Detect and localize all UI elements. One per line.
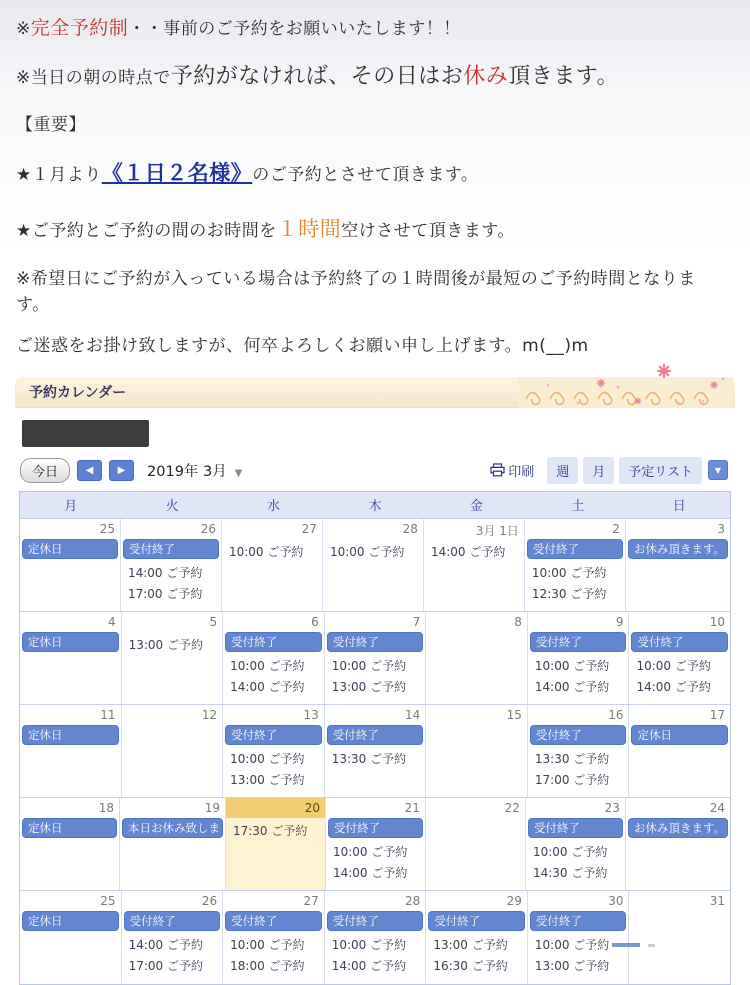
notice-highlight-red: 休み xyxy=(463,63,509,89)
event-item[interactable]: 14:30 ご予約 xyxy=(532,865,608,880)
notice-line-7 xyxy=(16,334,734,360)
event-item[interactable]: 14:00 ご予約 xyxy=(636,679,711,694)
calendar-weeks xyxy=(20,519,730,984)
tab-week[interactable]: 週 xyxy=(547,457,578,484)
calendar-grid xyxy=(19,491,731,985)
status-badge[interactable]: 受付終了 xyxy=(527,539,623,559)
calendar-cell[interactable] xyxy=(326,798,426,890)
status-badge[interactable]: お休み頂きます。 xyxy=(628,818,728,838)
reservation-calendar xyxy=(15,377,735,985)
notice-text: ※希望日にご予約が入っている場合は予約終了の１時間後が最短のご予約時間となります。 xyxy=(16,269,696,315)
date-number: 12 xyxy=(201,707,218,722)
printer-icon xyxy=(490,463,505,477)
notice-line-2 xyxy=(16,60,734,93)
calendar-cell[interactable] xyxy=(629,612,730,704)
event-item[interactable]: 14:00 ご予約 xyxy=(128,937,203,952)
event-item[interactable]: 13:30 ご予約 xyxy=(534,751,610,766)
calendar-cell[interactable] xyxy=(20,612,122,704)
notice-text: ★１月より xyxy=(16,165,102,185)
date-number: 8 xyxy=(514,614,522,629)
date-number: 3 xyxy=(717,521,725,536)
calendar-cell[interactable] xyxy=(528,891,630,984)
status-badge[interactable]: 定休日 xyxy=(22,539,118,559)
chevron-right-icon: ▶ xyxy=(117,464,126,476)
status-badge[interactable]: 受付終了 xyxy=(528,818,623,838)
status-badge[interactable]: 定休日 xyxy=(631,725,728,745)
date-number: 29 xyxy=(506,893,522,908)
notice-line-4 xyxy=(16,158,734,190)
week-row xyxy=(20,705,730,798)
event-item[interactable]: 13:30 ご予約 xyxy=(331,751,407,766)
event-item[interactable]: 10:00 ご予約 xyxy=(534,658,610,673)
calendar-cell[interactable] xyxy=(122,891,224,984)
floral-decoration-icon xyxy=(518,363,733,411)
calendar-cell[interactable] xyxy=(629,705,730,797)
print-button[interactable] xyxy=(490,461,534,480)
status-badge[interactable]: 受付終了 xyxy=(327,632,424,652)
date-number: 25 xyxy=(100,893,116,908)
notice-highlight-orange: １時間 xyxy=(276,216,342,241)
date-number: 6 xyxy=(311,614,319,629)
event-item[interactable]: 14:00 ご予約 xyxy=(430,544,506,559)
cutoff-footer-control xyxy=(612,943,640,947)
tab-agenda-list[interactable]: 予定リスト xyxy=(619,457,702,484)
status-badge[interactable]: 受付終了 xyxy=(124,911,221,931)
status-badge[interactable]: 定休日 xyxy=(22,911,119,931)
calendar-cell[interactable] xyxy=(20,705,122,797)
notice-text: ※当日の朝の時点で xyxy=(16,67,171,88)
event-item[interactable]: 10:00 ご予約 xyxy=(636,658,711,673)
notice-text: ★ご予約とご予約の間のお時間を xyxy=(16,220,277,241)
notice-text: ご迷惑をお掛け致しますが、何卒よろしくお願い申し上げます。m(__)m xyxy=(16,336,589,356)
date-number: 9 xyxy=(615,614,624,629)
weekday-label: 土 xyxy=(571,498,585,514)
event-item[interactable]: 14:00 ご予約 xyxy=(230,679,305,694)
status-badge[interactable]: 受付終了 xyxy=(327,725,424,745)
event-item[interactable]: 13:00 ご予約 xyxy=(128,637,203,652)
date-number: 23 xyxy=(604,800,620,815)
status-badge[interactable]: 受付終了 xyxy=(530,725,627,745)
event-item[interactable]: 10:00 ご予約 xyxy=(230,751,305,766)
event-item[interactable]: 10:00 ご予約 xyxy=(532,844,608,859)
calendar-cell[interactable] xyxy=(629,891,730,984)
date-number: 15 xyxy=(506,707,522,722)
calendar-cell[interactable] xyxy=(526,798,626,890)
date-number: 3月 1日 xyxy=(475,523,519,538)
capacity-link[interactable]: 《１日２名様》 xyxy=(101,161,253,185)
week-row xyxy=(20,519,730,612)
date-number: 24 xyxy=(709,800,726,815)
status-badge[interactable]: 定休日 xyxy=(22,632,119,652)
week-row xyxy=(20,891,730,984)
notice-text-large: 頂きます。 xyxy=(508,63,620,89)
weekday-label: 日 xyxy=(672,498,686,514)
event-item[interactable]: 13:00 ご予約 xyxy=(433,937,508,952)
weekday-label: 金 xyxy=(469,498,483,514)
calendar-cell[interactable] xyxy=(528,612,630,704)
date-number: 27 xyxy=(301,521,317,536)
calendar-cell-today[interactable] xyxy=(226,798,326,890)
weekday-label: 木 xyxy=(368,498,382,514)
date-number: 4 xyxy=(107,614,116,629)
week-row xyxy=(20,612,730,705)
weekday-label: 月 xyxy=(64,498,78,514)
calendar-cell[interactable] xyxy=(525,519,626,611)
event-item[interactable]: 10:00 ご予約 xyxy=(534,937,610,952)
notice-text-large: 予約がなければ、その日はお xyxy=(170,63,464,89)
status-badge[interactable]: 受付終了 xyxy=(428,911,525,931)
calendar-cell[interactable] xyxy=(426,798,526,890)
calendar-cell[interactable] xyxy=(426,612,528,704)
status-badge[interactable]: 受付終了 xyxy=(631,632,728,652)
notice-text: ※ xyxy=(16,19,31,39)
date-number: 25 xyxy=(99,521,115,536)
status-badge[interactable]: 受付終了 xyxy=(530,911,627,931)
calendar-cell[interactable] xyxy=(323,519,424,611)
event-item[interactable]: 10:00 ご予約 xyxy=(331,658,407,673)
event-item[interactable]: 17:00 ご予約 xyxy=(127,586,203,601)
status-badge[interactable]: 定休日 xyxy=(22,818,117,838)
status-badge[interactable]: 受付終了 xyxy=(225,632,322,652)
date-number: 7 xyxy=(412,614,421,629)
chevron-left-icon: ◀ xyxy=(85,464,94,476)
calendar-header xyxy=(15,377,735,408)
print-label: 印刷 xyxy=(508,464,535,480)
cutoff-footer-caret xyxy=(648,944,655,947)
week-row xyxy=(20,798,730,891)
calendar-toolbar xyxy=(18,457,732,491)
chevron-down-icon: ▼ xyxy=(714,465,722,475)
event-item[interactable]: 13:00 ご予約 xyxy=(534,958,610,973)
calendar-cell[interactable] xyxy=(528,705,630,797)
date-number: 26 xyxy=(200,521,216,536)
next-month-button[interactable] xyxy=(109,460,134,481)
date-number: 21 xyxy=(404,800,420,815)
month-label: 2019年 3月 xyxy=(147,463,227,480)
weekday-label: 水 xyxy=(267,498,281,514)
event-item[interactable]: 17:00 ご予約 xyxy=(534,772,610,787)
notice-line-1 xyxy=(16,14,734,43)
event-item[interactable]: 14:00 ご予約 xyxy=(534,679,610,694)
date-number: 22 xyxy=(504,800,520,815)
calendar-cell[interactable] xyxy=(20,798,120,890)
event-item[interactable]: 12:30 ご予約 xyxy=(531,586,607,601)
event-item[interactable]: 10:00 ご予約 xyxy=(329,544,405,559)
date-number: 10 xyxy=(709,614,726,629)
calendar-title: 予約カレンダー xyxy=(29,384,127,401)
event-item[interactable]: 10:00 ご予約 xyxy=(332,844,408,859)
date-number: 30 xyxy=(608,893,624,908)
redacted-name-bar xyxy=(22,420,149,447)
calendar-cell[interactable] xyxy=(120,798,226,890)
event-item[interactable]: 17:30 ご予約 xyxy=(232,823,308,838)
notice-text: 【重要】 xyxy=(16,114,86,135)
weekday-label: 火 xyxy=(165,498,179,514)
calendar-cell[interactable] xyxy=(325,705,427,797)
date-number: 11 xyxy=(100,707,116,722)
date-number: 5 xyxy=(209,614,218,629)
event-item[interactable]: 14:00 ご予約 xyxy=(331,958,407,973)
status-badge[interactable]: 受付終了 xyxy=(123,539,219,559)
date-number: 28 xyxy=(402,521,418,536)
status-badge[interactable]: 本日お休み致しま xyxy=(122,818,223,838)
calendar-cell[interactable] xyxy=(122,705,224,797)
date-number: 27 xyxy=(303,893,319,908)
event-item[interactable]: 10:00 ご予約 xyxy=(230,937,305,952)
month-selector[interactable] xyxy=(147,460,242,481)
status-badge[interactable]: お休み頂きます。 xyxy=(628,539,728,559)
calendar-cell[interactable] xyxy=(223,612,325,704)
prev-month-button[interactable] xyxy=(77,460,102,481)
date-number: 16 xyxy=(608,707,624,722)
date-number: 14 xyxy=(405,707,421,722)
event-item[interactable]: 18:00 ご予約 xyxy=(230,958,305,973)
event-item[interactable]: 14:00 ご予約 xyxy=(127,565,203,580)
notice-text: のご予約とさせて頂きます。 xyxy=(252,165,479,185)
status-badge[interactable]: 受付終了 xyxy=(225,911,322,931)
event-item[interactable]: 14:00 ご予約 xyxy=(332,865,408,880)
notice-text: ・・事前のご予約をお願いいたします！！ xyxy=(128,19,461,39)
date-number: 2 xyxy=(612,521,620,536)
status-badge[interactable]: 受付終了 xyxy=(327,911,424,931)
calendar-cell[interactable] xyxy=(325,891,427,984)
notice-highlight-red: 完全予約制 xyxy=(30,17,129,39)
calendar-cell[interactable] xyxy=(122,612,224,704)
event-item[interactable]: 10:00 ご予約 xyxy=(331,937,407,952)
weekday-header-row xyxy=(20,492,730,519)
date-number: 19 xyxy=(204,800,220,815)
event-item[interactable]: 17:00 ご予約 xyxy=(128,958,203,973)
calendar-cell[interactable] xyxy=(20,519,121,611)
toolbar-right xyxy=(490,457,728,484)
notice-line-5 xyxy=(16,214,734,246)
calendar-cell[interactable] xyxy=(426,705,528,797)
calendar-cell[interactable] xyxy=(626,519,730,611)
calendar-cell[interactable] xyxy=(223,705,325,797)
event-item[interactable]: 13:00 ご予約 xyxy=(331,679,407,694)
date-number: 17 xyxy=(709,707,726,722)
date-number: 13 xyxy=(303,707,319,722)
event-item[interactable]: 16:30 ご予約 xyxy=(433,958,508,973)
tab-month[interactable]: 月 xyxy=(583,457,614,484)
chevron-down-icon: ▼ xyxy=(234,467,243,479)
calendar-body xyxy=(15,408,735,985)
today-button[interactable]: 今日 xyxy=(20,458,70,483)
notice-line-3 xyxy=(16,113,734,139)
event-item[interactable]: 10:00 ご予約 xyxy=(531,565,607,580)
calendar-cell[interactable] xyxy=(325,612,427,704)
date-number: 26 xyxy=(201,893,218,908)
calendar-cell[interactable] xyxy=(626,798,730,890)
view-dropdown-button[interactable] xyxy=(708,460,728,480)
date-number: 20 xyxy=(226,798,325,818)
status-badge[interactable]: 受付終了 xyxy=(530,632,627,652)
calendar-cell[interactable] xyxy=(121,519,222,611)
status-badge[interactable]: 定休日 xyxy=(22,725,119,745)
calendar-cell[interactable] xyxy=(424,519,525,611)
status-badge[interactable]: 受付終了 xyxy=(328,818,423,838)
calendar-cell[interactable] xyxy=(426,891,528,984)
calendar-cell[interactable] xyxy=(222,519,323,611)
event-item[interactable]: 10:00 ご予約 xyxy=(230,658,305,673)
notice-line-6 xyxy=(16,267,716,318)
date-number: 31 xyxy=(709,893,726,908)
date-number: 28 xyxy=(405,893,421,908)
date-number: 18 xyxy=(98,800,114,815)
calendar-cell[interactable] xyxy=(223,891,325,984)
calendar-cell[interactable] xyxy=(20,891,122,984)
event-item[interactable]: 10:00 ご予約 xyxy=(228,544,304,559)
notice-text: 空けさせて頂きます。 xyxy=(341,220,515,241)
notice-block xyxy=(0,0,750,360)
status-badge[interactable]: 受付終了 xyxy=(225,725,322,745)
event-item[interactable]: 13:00 ご予約 xyxy=(230,772,305,787)
